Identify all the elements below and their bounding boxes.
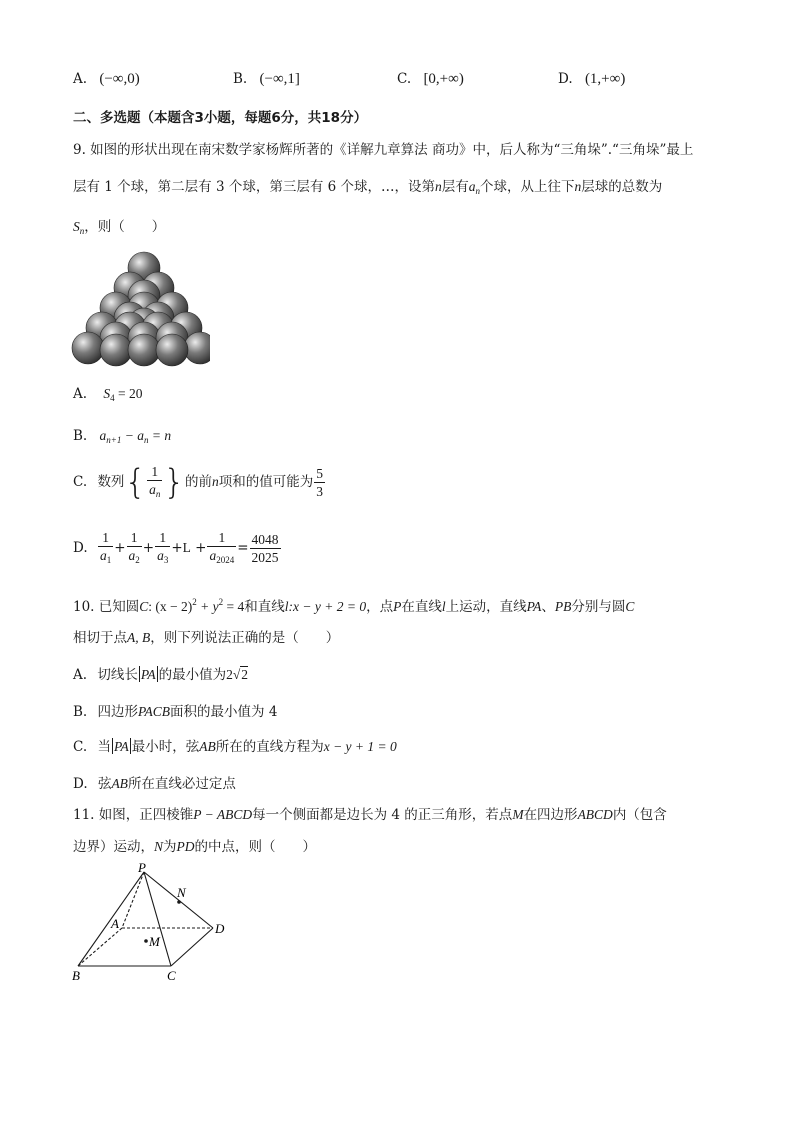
text: 当 — [97, 739, 111, 755]
sphere — [128, 334, 160, 366]
text: 在直线 — [401, 599, 442, 615]
var-pa: PA — [140, 667, 156, 682]
q10-option-c — [73, 738, 397, 756]
ellipsis-l: L — [182, 540, 191, 555]
point-m — [144, 939, 148, 943]
numerator: 5 — [316, 466, 323, 481]
label-c: C — [167, 968, 176, 983]
equation: :x − y + 2 = 0 — [288, 599, 367, 614]
subscript: n — [79, 226, 85, 236]
option-label: A. — [73, 667, 88, 683]
edge-cd — [171, 928, 213, 966]
option-label: A. — [73, 71, 88, 87]
label-p: P — [138, 862, 146, 875]
fraction — [147, 463, 162, 503]
denominator — [127, 546, 142, 569]
denominator — [98, 546, 113, 569]
var-pa: PA — [113, 739, 129, 754]
option-label: D. — [73, 776, 88, 792]
q9-option-b — [73, 427, 171, 449]
fraction — [207, 529, 236, 569]
equals: = — [237, 540, 249, 556]
numerator: 1 — [130, 529, 138, 545]
fraction — [314, 465, 325, 500]
plus: + — [114, 540, 126, 556]
label-n: N — [177, 885, 186, 900]
fraction — [127, 529, 142, 569]
plus: + — [142, 540, 155, 556]
var-a: a — [149, 481, 156, 497]
label-m: M — [149, 934, 160, 949]
denominator — [147, 480, 162, 503]
abs-bar — [157, 666, 158, 682]
left-brace: { — [124, 462, 147, 503]
text: ，则（ ） — [84, 219, 166, 235]
equation: : (x − 2) — [148, 599, 193, 614]
q10-option-d — [73, 775, 236, 793]
fraction — [98, 529, 113, 569]
subscript: n+1 — [106, 435, 122, 445]
numerator: 4048 — [251, 532, 279, 547]
equation: = 4 — [223, 599, 245, 614]
subscript: 2024 — [216, 554, 235, 565]
radicand: 2 — [241, 667, 249, 682]
equation: x − y + 1 = 0 — [323, 739, 397, 754]
text: 切线长 — [97, 667, 138, 683]
text: 面积的最小值为 4 — [170, 704, 278, 720]
option-value: (1,+∞) — [584, 71, 626, 87]
text: 的前 — [184, 474, 212, 490]
text: 10. 已知圆 — [73, 599, 140, 615]
right-brace: } — [163, 462, 185, 503]
var-n: n — [211, 474, 219, 489]
text: 和直线 — [244, 599, 285, 615]
var-ab: AB — [111, 776, 128, 791]
label-d: D — [215, 921, 225, 936]
q9-stem-line3 — [73, 218, 165, 240]
subscript: 2 — [135, 554, 140, 565]
var-c: C — [625, 599, 635, 614]
q9-option-c — [73, 462, 326, 503]
option-label: D. — [558, 71, 573, 87]
text: 为 — [163, 839, 177, 855]
q8-option-a — [73, 71, 140, 88]
q9-stem-line2 — [73, 178, 662, 200]
q10-stem-line1 — [73, 593, 634, 616]
label-a: A — [111, 916, 119, 931]
sphere — [72, 332, 104, 364]
option-label: B. — [73, 428, 88, 444]
q8-option-c — [397, 71, 464, 88]
var-pyramid: P − ABCD — [193, 807, 253, 822]
option-label: B. — [233, 71, 248, 87]
text: 11. 如图，正四棱锥 — [73, 807, 194, 823]
var-a: a — [99, 547, 107, 563]
var-a: a — [157, 547, 164, 563]
label-b: B — [72, 968, 80, 983]
var-s: S — [103, 386, 111, 401]
text: 在四边形 — [523, 807, 578, 823]
q9-option-a — [73, 385, 142, 407]
q8-option-d — [558, 71, 625, 88]
option-label: C. — [73, 739, 88, 755]
fraction — [250, 531, 281, 566]
text: 的中点，则（ ） — [194, 839, 317, 855]
q10-stem-line2 — [73, 629, 339, 647]
text: 层有 — [441, 179, 469, 195]
abs-bar — [130, 738, 131, 754]
numerator: 1 — [218, 529, 226, 545]
option-value: [0,+∞) — [423, 71, 464, 87]
edge-pa — [122, 872, 144, 928]
section-title: 二、多选题（本题含3小题，每题6分，共18分） — [73, 110, 368, 126]
var-a: a — [468, 179, 476, 194]
subscript: n — [143, 435, 149, 445]
plus: + — [171, 540, 183, 556]
sphere — [100, 334, 132, 366]
var-pacb: PACB — [138, 704, 171, 719]
text: 内（包含 — [612, 807, 667, 823]
option-label: D. — [73, 540, 88, 556]
var-n: n — [435, 179, 442, 194]
text: 所在的直线方程为 — [215, 739, 324, 755]
text: 最小时，弦 — [131, 739, 200, 755]
q9-option-d — [73, 528, 282, 569]
numerator: 1 — [151, 463, 159, 479]
sphere — [156, 334, 188, 366]
q8-option-b — [233, 71, 300, 88]
numerator: 1 — [159, 529, 167, 545]
denominator: 3 — [316, 484, 323, 499]
option-label: C. — [397, 71, 412, 87]
var-pa: PA — [526, 599, 542, 614]
sqrt-sign: √ — [232, 667, 241, 682]
superscript: 2 — [192, 597, 197, 607]
text: 层球的总数为 — [581, 179, 663, 195]
option-value: (−∞,0) — [99, 71, 140, 87]
q11-stem-line2 — [73, 838, 316, 856]
var-a: − a — [121, 428, 144, 443]
q11-stem-line1 — [73, 806, 667, 824]
text: 弦 — [97, 776, 112, 792]
var-a: a — [128, 547, 136, 563]
text: 边界）运动， — [73, 839, 154, 855]
fraction — [155, 529, 170, 569]
value: 2 — [226, 667, 233, 682]
var-a: a — [209, 547, 217, 563]
subscript: 4 — [110, 393, 115, 403]
option-value: (−∞,1] — [259, 71, 300, 87]
pyramid-figure — [66, 862, 236, 987]
text: 层有 1 个球，第二层有 3 个球，第三层有 6 个球，…，设第 — [73, 179, 436, 195]
var-m: M — [512, 807, 524, 822]
equation: + y — [196, 599, 219, 614]
var-ab: AB — [199, 739, 216, 754]
option-label: B. — [73, 704, 88, 720]
subscript: 1 — [106, 554, 112, 565]
var-n: n — [574, 179, 582, 194]
text: 项和的值可能为 — [218, 474, 314, 490]
text: 的最小值为 — [158, 667, 227, 683]
denominator — [155, 546, 170, 569]
var-p: P — [393, 599, 402, 614]
edge-pc — [144, 872, 171, 966]
text: 上运动，直线 — [445, 599, 527, 615]
q10-option-a — [73, 666, 248, 684]
sphere-pyramid-figure — [70, 248, 210, 370]
subscript: n — [155, 488, 161, 499]
subscript: n — [475, 186, 481, 196]
var-s: S — [73, 219, 80, 234]
var-pb: PB — [554, 599, 572, 614]
q9-stem-line1: 9. 如图的形状出现在南宋数学家杨辉所著的《详解九章算法 商功》中，后人称为“三角垛”.“三角垛”最上 — [73, 142, 694, 158]
numerator: 1 — [102, 529, 109, 545]
plus: + — [195, 540, 207, 556]
text: 数列 — [97, 474, 125, 490]
abs-bar — [139, 666, 140, 682]
text: ，点 — [366, 599, 394, 615]
text: 所在直线必过定点 — [127, 776, 236, 792]
option-label: C. — [73, 474, 88, 490]
var-abcd: ABCD — [577, 807, 613, 822]
subscript: 3 — [163, 554, 169, 565]
value: = 20 — [114, 386, 143, 401]
text: 每一个侧面都是边长为 4 的正三角形，若点 — [252, 807, 513, 823]
var-n: N — [154, 839, 164, 854]
var-pd: PD — [176, 839, 195, 854]
text: 分别与圆 — [571, 599, 626, 615]
edge-ab — [78, 928, 122, 966]
superscript: 2 — [218, 597, 224, 607]
abs-bar — [112, 738, 113, 754]
text: 相切于点 — [73, 630, 127, 646]
point-n — [177, 900, 181, 904]
edge-pd — [144, 872, 213, 928]
q10-option-b — [73, 703, 277, 721]
denominator: 2025 — [251, 550, 279, 565]
denominator — [207, 546, 236, 569]
var-ab: A, B — [127, 630, 151, 645]
option-label: A. — [73, 386, 88, 402]
var-l: l — [284, 599, 289, 614]
value: = n — [148, 428, 172, 443]
text: ，则下列说法正确的是（ ） — [150, 630, 340, 646]
text: 四边形 — [97, 704, 139, 720]
var-l: l — [441, 599, 446, 614]
text: 个球，从上往下 — [480, 179, 575, 195]
var-c: C — [139, 599, 149, 614]
text: 、 — [541, 599, 555, 615]
var-a: a — [99, 428, 107, 443]
